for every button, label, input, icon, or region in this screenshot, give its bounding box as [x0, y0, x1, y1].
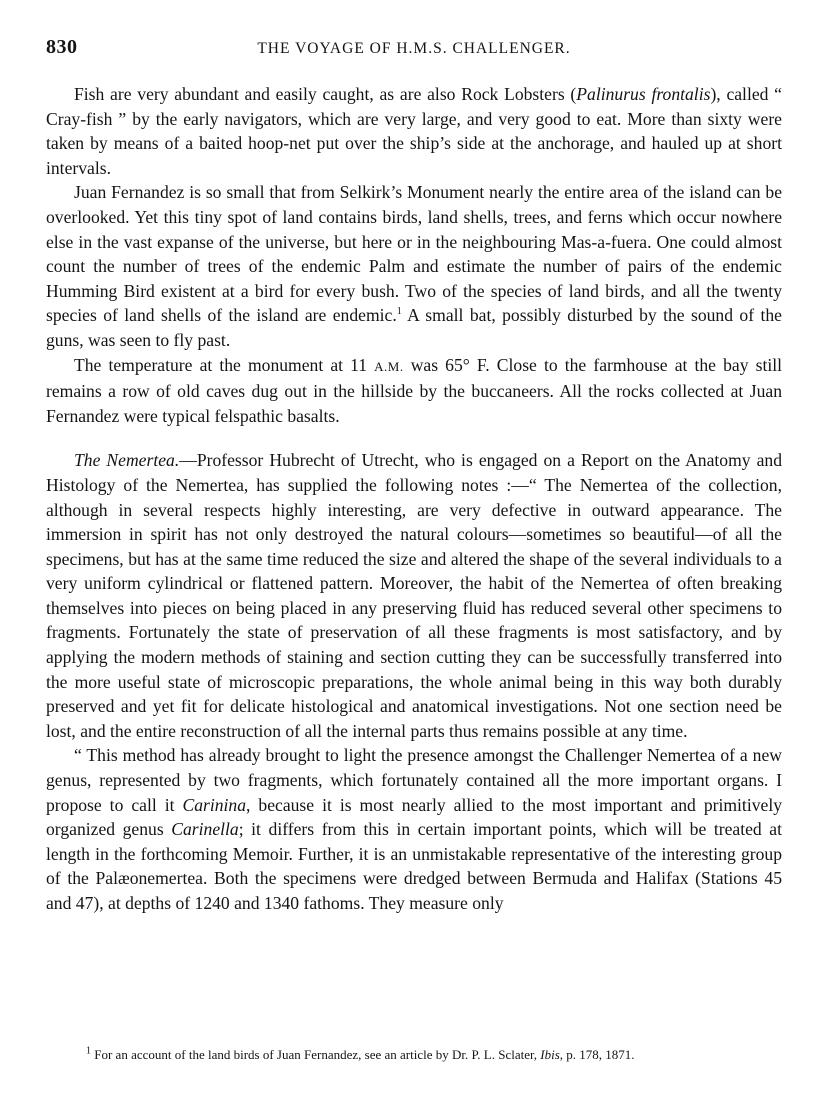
paragraph-text: ; it differs from this in certain important points, which will be treated at length in the forthcoming Memoir. Further, it is an unmistakable representative of the interesting group of the Palæonemertea. Both the specimens were dredged between Bermuda and Halifax (Stations 45 and 47), at depths of 1240 and 1340 fathoms. They measure only [46, 819, 782, 913]
footnote-mark: 1 [86, 1045, 91, 1057]
time-abbreviation: A.M. [374, 358, 404, 374]
paragraph-text: The temperature at the monument at 11 [74, 354, 375, 375]
section-heading: The Nemertea. [74, 450, 180, 471]
species-name: Palinurus frontalis [576, 84, 711, 104]
page-header [46, 30, 782, 66]
footnote-text: For an account of the land birds of Juan Fernandez, see an article by Dr. P. L. Sclater, [91, 1047, 541, 1062]
paragraph-temperature [46, 353, 782, 429]
paragraph-text: “ This method has already brought to light the presence amongst the Challenger Nemertea of a new genus, represented by two fragments, which fortunately contained all the more important organs. I propose to call it [46, 745, 782, 815]
paragraph-text: Juan Fernandez is so small that from Selkirk’s Monument nearly the entire area of the island can be overlooked. Yet this tiny spot of land contains birds, land shells, trees, and ferns which occur nowhere else in the vast expanse of the universe, but here or in the neighbouring Mas-a-fuera. One could almost count the number of trees of the endemic Palm and estimate the number of pairs of the endemic Humming Bird existent at a bird for every bush. Two of the species of land birds, and all the twenty species of land shells of the island are endemic. [46, 182, 782, 326]
paragraph-fish [46, 82, 782, 180]
footnote-reference: 1 [396, 306, 402, 318]
paragraph-text: A small bat, possibly disturbed by the sound of the guns, was seen to fly past. [46, 305, 782, 350]
document-page [46, 30, 782, 916]
paragraph-text: was 65° F. Close to the farmhouse at the bay still remains a row of old caves dug out in the hillside by the buccaneers. All the rocks collected at Juan Fernandez were typical felspathic basalts. [46, 354, 782, 426]
paragraph-nemertea [46, 448, 782, 743]
paragraph-method [46, 743, 782, 915]
genus-name: Carinella [171, 819, 239, 840]
running-head: THE VOYAGE OF H.M.S. CHALLENGER. [257, 40, 571, 57]
section-gap [46, 428, 782, 448]
paragraph-text: ), called “ Cray-fish ” by the early navigators, which are very large, and very good to eat. More than sixty were taken by means of a baited hoop-net put over the ship’s side at the anchorage, and hauled up at short intervals. [46, 84, 782, 178]
paragraph-text: , because it is most nearly allied to the most important and primitively organized genus [46, 794, 783, 840]
paragraph-text: —Professor Hubrecht of Utrecht, who is engaged on a Report on the Anatomy and Histology of the Nemertea, has supplied the following notes :—“ The Nemertea of the collection, although in several respects highly interesting, are very defective in outward appearance. The immersion in spirit has not only destroyed the natural colours—sometimes so beautiful—of all the specimens, but has at the same time reduced the size and altered the shape of the several individuals to a very uniform cylindrical or flattened pattern. Moreover, the habit of the Nemertea of often breaking themselves into pieces on being placed in any preserving fluid has reduced several other specimens to fragments. Fortunately the state of preservation of all these fragments is most satisfactory, and by applying the modern methods of staining and section cutting they can be successfully transferred into the more useful state of microscopic preparations, the whole animal being in this way both durably preserved and yet fit for delicate histological and anatomical investigations. Not one section need be lost, and the entire reconstruction of all the internal parts thus remains possible at any time. [46, 450, 782, 741]
genus-name: Carinina [182, 794, 247, 815]
footnote-text: , p. 178, 1871. [559, 1047, 635, 1062]
paragraph-text: Fish are very abundant and easily caught, as are also Rock Lobsters ( [74, 84, 577, 104]
paragraph-juan-fernandez [46, 180, 782, 352]
journal-name: Ibis [540, 1047, 560, 1062]
page-number: 830 [46, 36, 78, 58]
body-text [46, 82, 782, 916]
footnote [46, 1046, 782, 1064]
